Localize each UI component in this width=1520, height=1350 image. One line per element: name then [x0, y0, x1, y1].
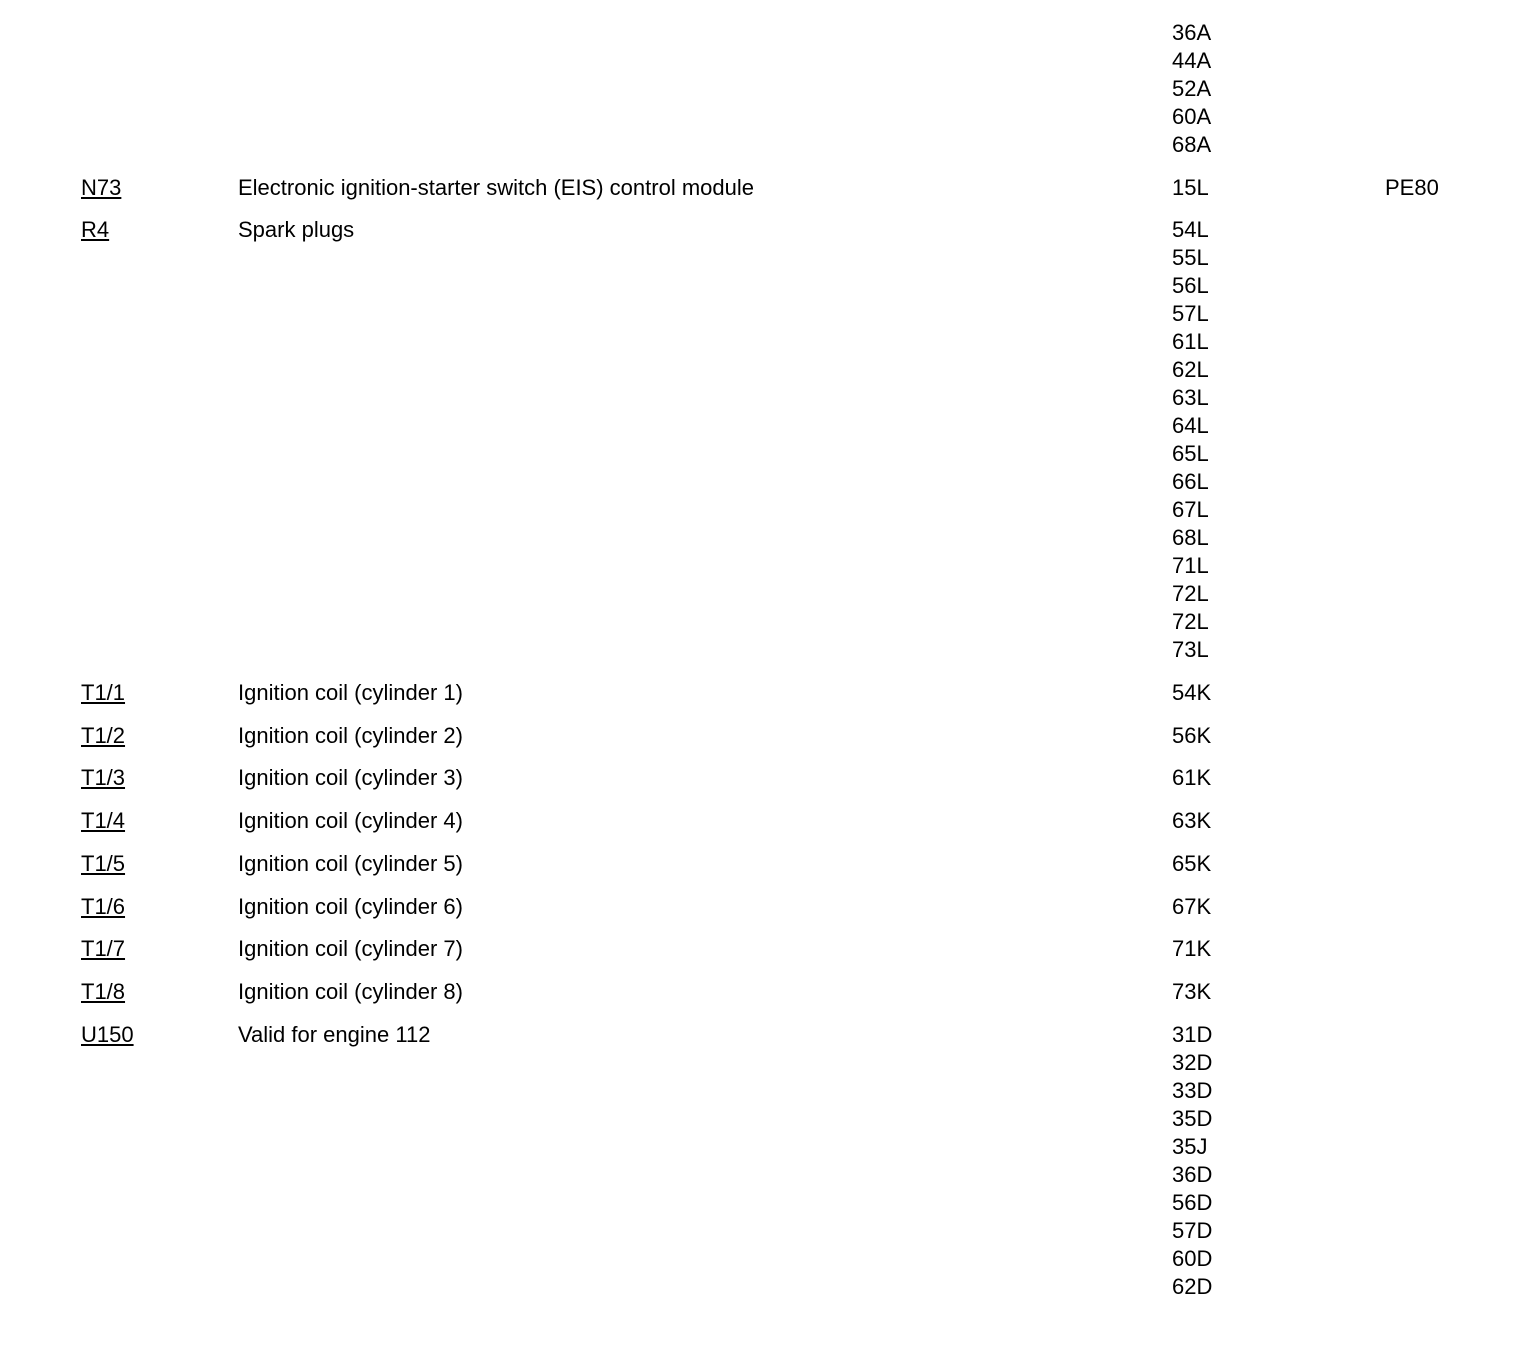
component-location-list: [0, 19, 1520, 1301]
location-code: 52A: [1172, 76, 1212, 101]
component-row: [0, 1021, 1520, 1301]
row-spacer: [0, 835, 1520, 850]
component-extra-reference: PE80: [1385, 174, 1439, 200]
component-code-link[interactable]: T1/5: [81, 850, 126, 876]
location-list: [1172, 174, 1372, 202]
location-code: 72L: [1172, 581, 1209, 607]
location-code: 35D: [1172, 1105, 1213, 1131]
location-code: 73K: [1172, 978, 1212, 1004]
component-description: Spark plugs: [238, 217, 355, 243]
location-code: 32D: [1172, 1049, 1213, 1075]
component-code-link[interactable]: T1/4: [81, 808, 126, 834]
location-code: 57D: [1172, 1217, 1213, 1243]
location-code: 60D: [1172, 1245, 1213, 1271]
row-spacer: [0, 707, 1520, 722]
location-code: 61L: [1172, 329, 1209, 355]
component-row: [0, 935, 1520, 963]
row-spacer: [0, 792, 1520, 807]
component-row: [0, 764, 1520, 792]
component-description: Ignition coil (cylinder 1): [238, 680, 463, 706]
location-code: 60A: [1172, 104, 1212, 129]
location-code: 36A: [1172, 20, 1212, 45]
component-code-link[interactable]: T1/3: [81, 765, 126, 791]
component-description: Ignition coil (cylinder 5): [238, 850, 463, 876]
row-spacer: [0, 750, 1520, 765]
component-code-link[interactable]: T1/1: [81, 680, 126, 706]
component-code-link[interactable]: N73: [81, 174, 122, 200]
component-description: Ignition coil (cylinder 2): [238, 722, 463, 748]
location-list: [1172, 764, 1372, 792]
component-row: [0, 850, 1520, 878]
location-code: 73L: [1172, 637, 1209, 663]
row-spacer: [0, 878, 1520, 893]
location-list: [1172, 1021, 1372, 1301]
component-description: Electronic ignition-starter switch (EIS) control module: [238, 174, 754, 200]
component-description: Valid for engine 112: [238, 1021, 431, 1047]
location-code: 36D: [1172, 1161, 1213, 1187]
component-code-link[interactable]: T1/8: [81, 978, 126, 1004]
component-code-link[interactable]: U150: [81, 1021, 134, 1047]
component-code-link[interactable]: R4: [81, 217, 110, 243]
location-code: 44A: [1172, 48, 1212, 73]
location-list: [1172, 722, 1372, 750]
component-row: [0, 722, 1520, 750]
component-row: [0, 978, 1520, 1006]
location-code: 54K: [1172, 680, 1212, 706]
component-row: [0, 679, 1520, 707]
component-code-link[interactable]: T1/6: [81, 893, 126, 919]
location-code: 56K: [1172, 722, 1212, 748]
row-spacer: [0, 1006, 1520, 1021]
location-list: [1172, 807, 1372, 835]
location-code: 57L: [1172, 301, 1209, 327]
location-code: 65K: [1172, 850, 1212, 876]
component-description: Ignition coil (cylinder 8): [238, 978, 463, 1004]
location-code: 55L: [1172, 245, 1209, 271]
location-list: [1172, 19, 1372, 159]
location-code: 67K: [1172, 893, 1212, 919]
location-code: 65L: [1172, 441, 1209, 467]
row-spacer: [0, 921, 1520, 936]
location-list: [1172, 850, 1372, 878]
location-list: [1172, 893, 1372, 921]
component-row: [0, 19, 1520, 159]
location-code: 68L: [1172, 525, 1209, 551]
location-list: [1172, 978, 1372, 1006]
location-code: 71L: [1172, 553, 1209, 579]
component-description: Ignition coil (cylinder 4): [238, 808, 463, 834]
location-list: [1172, 935, 1372, 963]
row-spacer: [0, 202, 1520, 217]
component-row: [0, 174, 1520, 202]
component-row: [0, 893, 1520, 921]
location-code: 66L: [1172, 469, 1209, 495]
location-code: 56L: [1172, 273, 1209, 299]
location-code: 63L: [1172, 385, 1209, 411]
location-code: 67L: [1172, 497, 1209, 523]
location-code: 54L: [1172, 217, 1209, 243]
location-code: 56D: [1172, 1189, 1213, 1215]
location-code: 63K: [1172, 808, 1212, 834]
location-code: 33D: [1172, 1077, 1213, 1103]
component-code-link[interactable]: T1/2: [81, 722, 126, 748]
location-code: 62L: [1172, 357, 1209, 383]
location-code: 31D: [1172, 1021, 1213, 1047]
component-description: Ignition coil (cylinder 3): [238, 765, 463, 791]
location-code: 71K: [1172, 936, 1212, 962]
location-code: 15L: [1172, 174, 1209, 200]
component-row: [0, 807, 1520, 835]
location-code: 72L: [1172, 609, 1209, 635]
location-code: 35J: [1172, 1133, 1208, 1159]
component-description: Ignition coil (cylinder 7): [238, 936, 463, 962]
component-description: Ignition coil (cylinder 6): [238, 893, 463, 919]
location-code: 68A: [1172, 132, 1212, 157]
location-code: 62D: [1172, 1273, 1213, 1299]
component-code-link[interactable]: T1/7: [81, 936, 126, 962]
row-spacer: [0, 963, 1520, 978]
row-spacer: [0, 664, 1520, 679]
row-spacer: [0, 159, 1520, 174]
location-list: [1172, 679, 1372, 707]
location-code: 64L: [1172, 413, 1209, 439]
component-row: [0, 216, 1520, 664]
location-list: [1172, 216, 1372, 664]
location-code: 61K: [1172, 765, 1212, 791]
